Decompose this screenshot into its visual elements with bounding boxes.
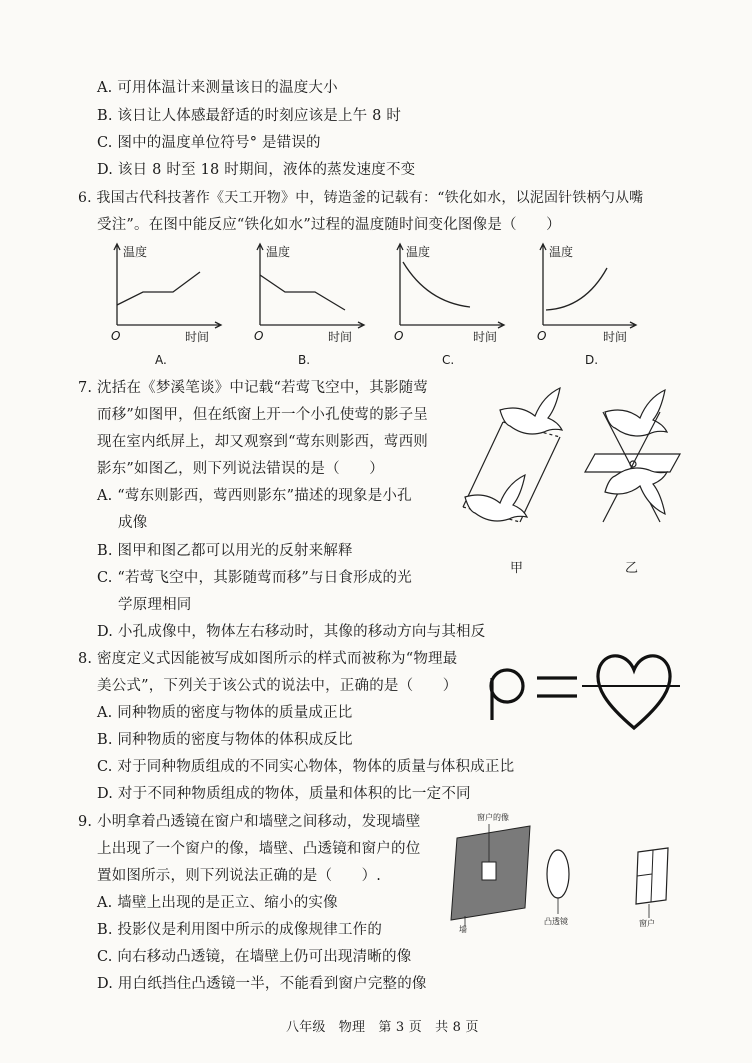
q5-option-d: D. 该日 8 时至 18 时期间，液体的蒸发速度不变 (97, 162, 416, 178)
graph-b-option: B. (298, 353, 311, 367)
graph-b-xlabel: 时间 (328, 330, 353, 344)
fig-yi-label: 乙 (625, 561, 639, 576)
window-image (482, 862, 496, 880)
q7-stem-line1: 7. 沈括在《梦溪笔谈》中记载“若莺飞空中，其影随莺 (78, 380, 429, 396)
q8-stem-line2: 美公式”，下列关于该公式的说法中，正确的是（ ） (97, 678, 458, 694)
fig-jia-label: 甲 (510, 561, 524, 576)
q7-option-a-cont: 成像 (118, 515, 148, 531)
q6-graphs (105, 240, 645, 370)
graph-b-ylabel: 温度 (266, 245, 291, 259)
q7-option-d: D. 小孔成像中，物体左右移动时，其像的移动方向与其相反 (97, 624, 486, 640)
density-formula-figure (482, 648, 682, 738)
graph-d-ylabel: 温度 (549, 245, 574, 259)
page-footer: 八年级 物理 第 3 页 共 8 页 (286, 1020, 479, 1035)
q9-option-d: D. 用白纸挡住凸透镜一半，不能看到窗户完整的像 (97, 976, 427, 992)
graph-a-option: A. (155, 353, 167, 367)
bird-icon (500, 388, 562, 434)
q5-option-b: B. 该日让人体感最舒适的时刻应该是上午 8 时 (97, 108, 402, 124)
graph-a-xlabel: 时间 (185, 330, 210, 344)
q9-stem-line2: 上出现了一个窗户的像，墙壁、凸透镜和窗户的位 (97, 841, 421, 857)
q7-option-a: A. “莺东则影西，莺西则影东”描述的现象是小孔 (97, 488, 412, 504)
q8-option-d: D. 对于不同种物质组成的物体，质量和体积的比一定不同 (97, 786, 471, 802)
graph-d-option: D. (585, 353, 599, 367)
graph-c-ylabel: 温度 (406, 245, 431, 259)
q5-option-a: A. 可用体温计来测量该日的温度大小 (97, 80, 338, 96)
q9-option-b: B. 投影仪是利用图中所示的成像规律工作的 (97, 922, 383, 938)
bird-icon (605, 468, 667, 514)
q7-stem-line4: 影东”如图乙，则下列说法错误的是（ ） (97, 461, 384, 477)
q9-figure (445, 808, 690, 933)
bird-icon (605, 390, 667, 436)
graph-a-origin: O (111, 329, 121, 343)
graph-a-ylabel: 温度 (123, 245, 148, 259)
q8-option-b: B. 同种物质的密度与物体的体积成反比 (97, 732, 353, 748)
q9-option-a: A. 墙壁上出现的是正立、缩小的实像 (97, 895, 338, 911)
graph-c-option: C. (442, 353, 455, 367)
window-image-label: 窗户的像 (477, 813, 509, 822)
q7-figure (455, 372, 705, 582)
graph-c-xlabel: 时间 (473, 330, 498, 344)
q8-option-a: A. 同种物质的密度与物体的质量成正比 (97, 705, 353, 721)
graph-d-xlabel: 时间 (603, 330, 628, 344)
q9-option-c: C. 向右移动凸透镜，在墙壁上仍可出现清晰的像 (97, 949, 412, 965)
heart-icon (598, 656, 670, 728)
q9-stem-line1: 9. 小明拿着凸透镜在窗户和墙壁之间移动，发现墙壁 (78, 814, 421, 830)
graph-b-origin: O (254, 329, 264, 343)
window-label: 窗户 (639, 919, 655, 928)
q6-stem-line1: 6. 我国古代科技著作《天工开物》中，铸造釜的记载有：“铁化如水，以泥固针铁柄勺从嘴 (78, 190, 644, 206)
q7-option-c: C. “若莺飞空中，其影随莺而移”与日食形成的光 (97, 570, 412, 586)
graph-d-origin: O (537, 329, 547, 343)
wall-label: 墙 (459, 925, 467, 933)
q7-stem-line2: 而移”如图甲，但在纸窗上开一个小孔使莺的影子呈 (97, 407, 429, 423)
q6-stem-line2: 受注”。在图中能反应“铁化如水”过程的温度随时间变化图像是（ ） (97, 217, 561, 233)
q9-stem-line3: 置如图所示，则下列说法正确的是（ ）. (97, 868, 382, 884)
q7-stem-line3: 现在室内纸屏上，却又观察到“莺东则影西，莺西则 (97, 434, 429, 450)
q7-option-c-cont: 学原理相同 (118, 597, 192, 613)
lens-icon (547, 850, 569, 898)
graph-c-origin: O (394, 329, 404, 343)
q8-option-c: C. 对于同种物质组成的不同实心物体，物体的质量与体积成正比 (97, 759, 515, 775)
lens-label: 凸透镜 (544, 917, 568, 926)
q7-option-b: B. 图甲和图乙都可以用光的反射来解释 (97, 543, 353, 559)
q8-stem-line1: 8. 密度定义式因能被写成如图所示的样式而被称为“物理最 (78, 651, 458, 667)
q5-option-c: C. 图中的温度单位符号° 是错误的 (97, 135, 321, 151)
